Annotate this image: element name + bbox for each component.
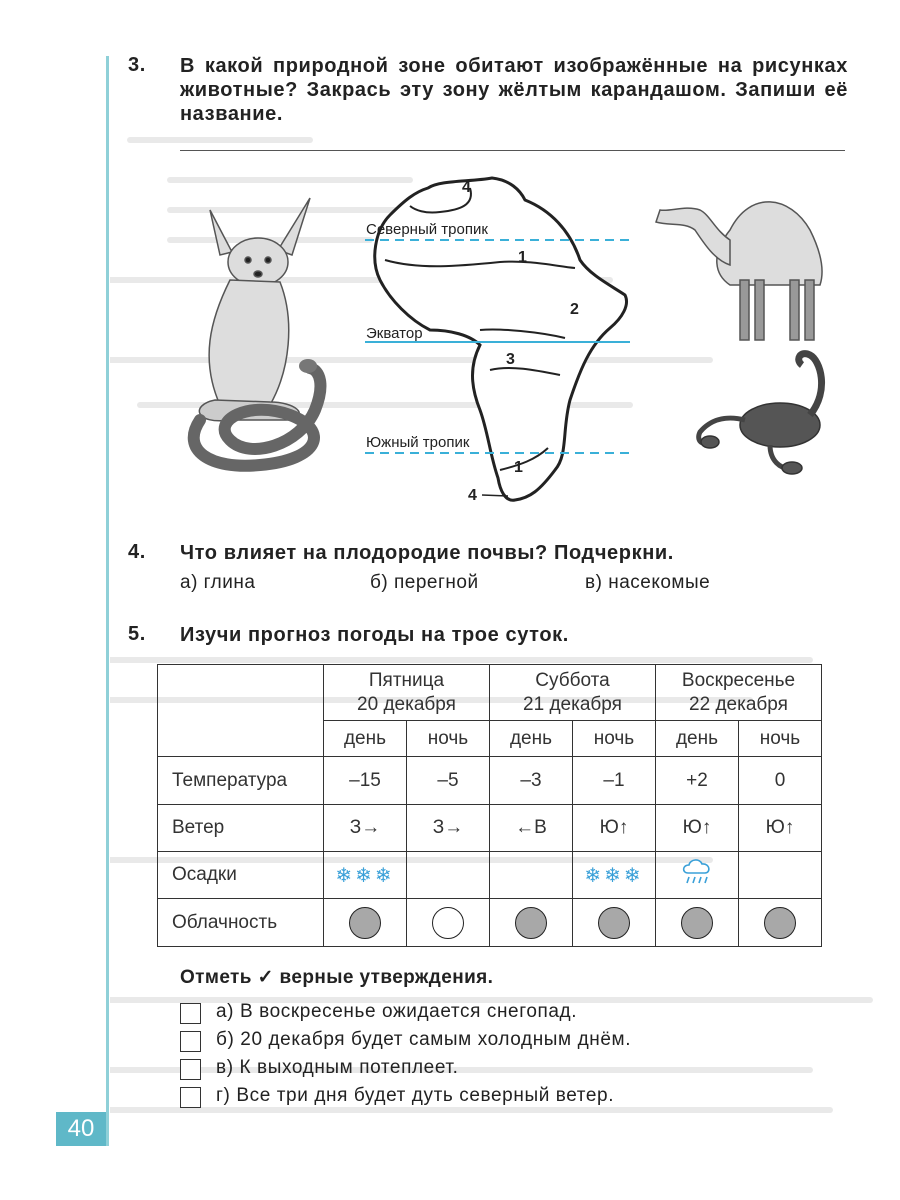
row-label-precipitation: Осадки bbox=[158, 852, 324, 899]
day-header bbox=[324, 665, 490, 721]
statement-text: б) 20 декабря будет самым холодным днём. bbox=[216, 1029, 632, 1050]
option-insects[interactable]: в) насекомые bbox=[585, 572, 711, 593]
temperature-cell: +2 bbox=[656, 757, 739, 805]
zone-number: 3 bbox=[506, 351, 515, 368]
rain-icon bbox=[680, 857, 714, 887]
cloudy-icon bbox=[349, 907, 381, 939]
page-number: 40 bbox=[56, 1112, 106, 1146]
statement-checkbox[interactable] bbox=[180, 1031, 201, 1052]
precipitation-cell bbox=[656, 852, 739, 899]
temperature-cell: –15 bbox=[324, 757, 407, 805]
snow-icon: ❄❄❄ bbox=[584, 864, 644, 887]
precipitation-cell bbox=[407, 852, 490, 899]
precipitation-cell bbox=[573, 852, 656, 899]
period-label: ночь bbox=[573, 721, 656, 757]
answer-line[interactable] bbox=[180, 150, 845, 151]
cloudy-icon bbox=[764, 907, 796, 939]
check-instruction: Отметь ✓ верные утверждения. bbox=[180, 967, 494, 988]
cloudiness-cell bbox=[656, 899, 739, 947]
table-corner bbox=[158, 665, 324, 757]
statement-text: а) В воскресенье ожидается снегопад. bbox=[216, 1001, 578, 1022]
statement-checkbox[interactable] bbox=[180, 1059, 201, 1080]
zone-number: 4 bbox=[468, 487, 477, 504]
wind-cell: Ю↑ bbox=[656, 805, 739, 852]
equator-label: Экватор bbox=[366, 325, 423, 342]
day-date: 21 декабря bbox=[523, 693, 622, 715]
row-label-temperature: Температура bbox=[158, 757, 324, 805]
task-4-text: Что влияет на плодородие почвы? Подчеркни. bbox=[180, 542, 674, 564]
north-tropic-label: Северный тропик bbox=[366, 221, 488, 238]
cloudiness-cell bbox=[324, 899, 407, 947]
margin-line bbox=[106, 56, 109, 1146]
temperature-cell: –5 bbox=[407, 757, 490, 805]
task-3-text: В какой природной зоне обитают изображённые на рисунках животные? Закрась эту зону жёлтым карандашом. Запиши её название. bbox=[180, 55, 848, 125]
period-label: день bbox=[656, 721, 739, 757]
snow-icon: ❄❄❄ bbox=[335, 864, 395, 887]
day-date: 20 декабря bbox=[357, 693, 456, 715]
day-name: Суббота bbox=[535, 669, 610, 691]
statement-text: в) К выходным потеплеет. bbox=[216, 1057, 459, 1078]
fennec-fox-illustration bbox=[199, 198, 310, 421]
zone-number: 4 bbox=[462, 179, 471, 196]
zone-number: 1 bbox=[518, 249, 527, 266]
statement-text: г) Все три дня будет дуть северный ветер. bbox=[216, 1085, 615, 1106]
day-header bbox=[490, 665, 656, 721]
temperature-cell: –1 bbox=[573, 757, 656, 805]
zone-number: 1 bbox=[514, 459, 523, 476]
task-4-number: 4. bbox=[128, 541, 146, 563]
statement-checkbox[interactable] bbox=[180, 1087, 201, 1108]
cloudiness-cell bbox=[739, 899, 822, 947]
day-header bbox=[656, 665, 822, 721]
task-3-number: 3. bbox=[128, 54, 146, 76]
temperature-cell: –3 bbox=[490, 757, 573, 805]
row-label-cloudiness: Облачность bbox=[158, 899, 324, 947]
cloudiness-cell bbox=[407, 899, 490, 947]
zone-number: 2 bbox=[570, 301, 579, 318]
wind-cell: З→ bbox=[324, 805, 407, 852]
clear-sky-icon bbox=[432, 907, 464, 939]
africa-figure bbox=[170, 170, 850, 520]
day-date: 22 декабря bbox=[689, 693, 788, 715]
statement-checkbox[interactable] bbox=[180, 1003, 201, 1024]
row-label-wind: Ветер bbox=[158, 805, 324, 852]
cloudy-icon bbox=[598, 907, 630, 939]
temperature-cell: 0 bbox=[739, 757, 822, 805]
period-label: ночь bbox=[407, 721, 490, 757]
period-label: день bbox=[324, 721, 407, 757]
precipitation-cell bbox=[490, 852, 573, 899]
weather-forecast-table bbox=[157, 664, 822, 947]
period-label: ночь bbox=[739, 721, 822, 757]
option-humus[interactable]: б) перегной bbox=[370, 572, 479, 593]
south-tropic-label: Южный тропик bbox=[366, 434, 470, 451]
africa-map bbox=[365, 178, 630, 504]
precipitation-cell bbox=[739, 852, 822, 899]
wind-cell: З→ bbox=[407, 805, 490, 852]
day-name: Пятница bbox=[368, 669, 445, 691]
task-5-text: Изучи прогноз погоды на трое суток. bbox=[180, 624, 569, 646]
wind-cell: Ю↑ bbox=[739, 805, 822, 852]
cloudy-icon bbox=[515, 907, 547, 939]
wind-cell: Ю↑ bbox=[573, 805, 656, 852]
cloudiness-cell bbox=[573, 899, 656, 947]
period-label: день bbox=[490, 721, 573, 757]
precipitation-cell bbox=[324, 852, 407, 899]
task-5-number: 5. bbox=[128, 623, 146, 645]
day-name: Воскресенье bbox=[681, 669, 796, 691]
scorpion-illustration bbox=[699, 354, 822, 474]
cloudiness-cell bbox=[490, 899, 573, 947]
cloudy-icon bbox=[681, 907, 713, 939]
camel-illustration bbox=[656, 202, 822, 340]
option-clay[interactable]: а) глина bbox=[180, 572, 256, 593]
wind-cell: ←В bbox=[490, 805, 573, 852]
